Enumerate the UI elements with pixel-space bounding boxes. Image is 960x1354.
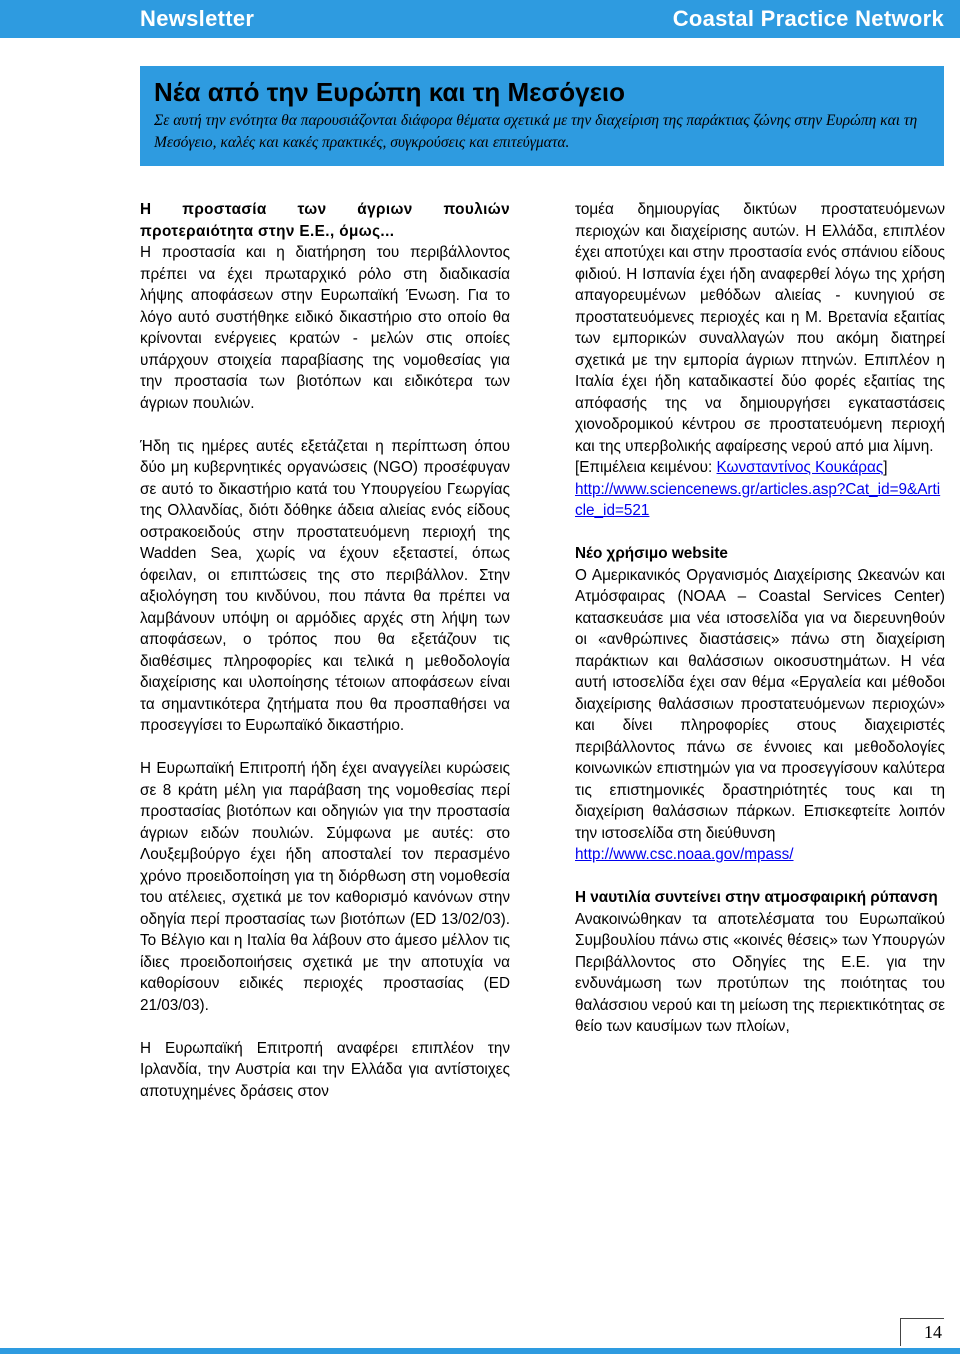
noaa-link[interactable]: http://www.csc.noaa.gov/mpass/ [575, 846, 794, 863]
footer-bar [0, 1348, 960, 1354]
section-banner [140, 66, 944, 166]
right-column [575, 199, 945, 1038]
network-name: Coastal Practice Network [672, 6, 944, 31]
source-url-paragraph [575, 479, 945, 522]
newsletter-label: Newsletter [140, 6, 255, 31]
left-column [140, 199, 510, 1102]
sciencenews-link[interactable]: http://www.sciencenews.gr/articles.asp?Cat_id=9&Article_id=521 [575, 480, 941, 519]
credit-suffix: ] [883, 459, 888, 476]
article-paragraph: Η προστασία και η διατήρηση του περιβάλλοντος πρέπει να έχει πρωταρχικό ρόλο στη διαδικασία λήψης αποφάσεων στην Ευρωπαϊκή Ένωση. Για το λόγο αυτό συστήθηκε ειδικό δικαστήριο στο οποίο θα κρίνονται ενέργειες κρατών - μελών στις οποίες υπάρχουν στοιχεία παραβίασης της νομοθεσίας για την προστασία των βιοτόπων και ειδικότερα των άγριων πουλιών. [140, 244, 510, 412]
noaa-url-paragraph [575, 844, 945, 866]
article-paragraph: Ο Αμερικανικός Οργανισμός Διαχείρισης Ωκεανών και Ατμόσφαιρας (NOAA – Coastal Services Center) κατασκευάσε μια νέα ιστοσελίδα για να διερευνηθούν οι «ανθρώπινες διαστάσεις» πάνω στη διαχείριση παράκτιων και θαλάσσιων οικοσυστημάτων. Η νέα αυτή ιστοσελίδα έχει σαν θέμα «Εργαλεία και μέθοδοι διαχείρισης θαλάσσιων προστατευόμενων περιοχών» και δίνει πληροφορίες στους διαχειριστές περιβάλλοντος πάνω σε έννοιες και μεθοδολογίες κοινωνικών επιστημών για να προσεγγίσουν καλύτερα τις επιστημονικές δραστηριότητές τους και τη διαχείριση θαλάσσιων πάρκων. Επισκεφτείτε λοιπόν την ιστοσελίδα στη διεύθυνση [575, 566, 945, 842]
article-heading-birds: Η προστασία των άγριων πουλιών προτεραιότητα στην Ε.Ε., όμως... [140, 201, 510, 240]
article-paragraph: Η Ευρωπαϊκή Επιτροπή αναφέρει επιπλέον την Ιρλανδία, την Αυστρία και την Ελλάδα για αντίστοιχες αποτυχημένες δράσεις στον [140, 1039, 510, 1100]
page-number: 14 [924, 1322, 942, 1342]
article-heading-shipping: Η ναυτιλία συντείνει στην ατμοσφαιρική ρύπανση [575, 889, 938, 906]
author-link[interactable]: Κωνσταντίνος Κουκάρας [716, 459, 884, 476]
article-paragraph: Ήδη τις ημέρες αυτές εξετάζεται η περίπτωση όπου δύο μη κυβερνητικές οργανώσεις (NGO) προσέφυγαν σε αυτό το δικαστήριο κατά του Υπουργείου Γεωργίας της Ολλανδίας, διότι δόθηκε άδεια αλιείας ενός είδους οστρακοειδούς στην προστατευόμενη περιοχή της Wadden Sea, χωρίς να έχουν εξεταστεί, όπως όφειλαν, οι επιπτώσεις της στο περιβάλλον. Στην αξιολόγηση του κινδύνου, που πάντα θα πρέπει να λαμβάνουν υπόψη οι αρμόδιες αρχές στη λήψη των αποφάσεων, ο τρόπος που θα εξετάζουν τις διαθέσιμες πληροφορίες και τελικά η μεθοδολογία διαχείρισης και υλοποίησης τέτοιων αποφάσεων είναι τα σημαντικότερα ζητήματα που θα προσπαθήσει να προσεγγίσει το Ευρωπαϊκό δικαστήριο. [140, 437, 510, 734]
section-subtitle: Σε αυτή την ενότητα θα παρουσιάζονται διάφορα θέματα σχετικά με την διαχείριση της παράκτιας ζώνης στην Ευρώπη και τη Μεσόγειο, καλές και κακές πρακτικές, συγκρούσεις και επιτεύγματα. [154, 112, 918, 151]
section-title: Νέα από την Ευρώπη και τη Μεσόγειο [154, 77, 626, 107]
header-bar [0, 0, 960, 38]
article-paragraph: Ανακοινώθηκαν τα αποτελέσματα του Ευρωπαϊκού Συμβουλίου πάνω στις «κοινές θέσεις» των Υπουργών Περιβάλλοντος στο Οδηγίες της Ε.Ε. για την ενδυνάμωση των προτύπων της ποιότητας του θαλάσσιου νερού και τη μείωση της περιεκτικότητας σε θείο των καυσίμων των πλοίων, [575, 910, 945, 1035]
article-heading-website: Νέο χρήσιμο website [575, 545, 728, 562]
article-paragraph: Η Ευρωπαϊκή Επιτροπή ήδη έχει αναγγείλει κυρώσεις σε 8 κράτη μέλη για παράβαση της νομοθεσίας περί προστασίας βιοτόπων και οδηγιών για την προστασία άγριων ειδών πουλιών. Σύμφωνα με αυτές: στο Λουξεμβούργο έχει ήδη αποσταλεί τον περασμένο χρόνο προειδοποίηση για τη διόρθωση στη νομοθεσία του ατέλειες, σχετικά με τον καθορισμό κανόνων στην οδηγία περί προστασίας των βιοτόπων (ED 13/02/03). Το Βέλγιο και η Ιταλία θα λάβουν στο άμεσο μέλλον τις ίδιες προειδοποιήσεις σχετικά με την αποτυχία να καθορίσουν ειδικές περιοχές προστασίας (ED 21/03/03). [140, 760, 510, 1014]
credit-line [575, 457, 945, 479]
article-paragraph: τομέα δημιουργίας δικτύων προστατευόμενων περιοχών και διαχείρισης αυτών. Η Ελλάδα, επιπλέον έχει αποτύχει και στην προστασία ενός σπάνιου είδους φιδιού. Η Ισπανία έχει ήδη αναφερθεί λόγω της χρήση απαγορευμένων μεθόδων αλιείας - κυνηγιού σε προστατευόμενες περιοχές και η Μ. Βρετανία εξαιτίας των εμπορικών συναλλαγών που ακόμη διατηρεί σχετικά με την εμπορία άγριων πτηνών. Επιπλέον η Ιταλία έχει ήδη καταδικαστεί δύο φορές εξαιτίας της απόφασής της να δημιουργήσει εγκαταστάσεις χιονοδρομικού κέντρου σε προστατευόμενη περιοχή και της υπερβολικής αφαίρεσης νερού από μια λίμνη. [575, 201, 945, 455]
credit-prefix: [Επιμέλεια κειμένου: [575, 459, 717, 476]
